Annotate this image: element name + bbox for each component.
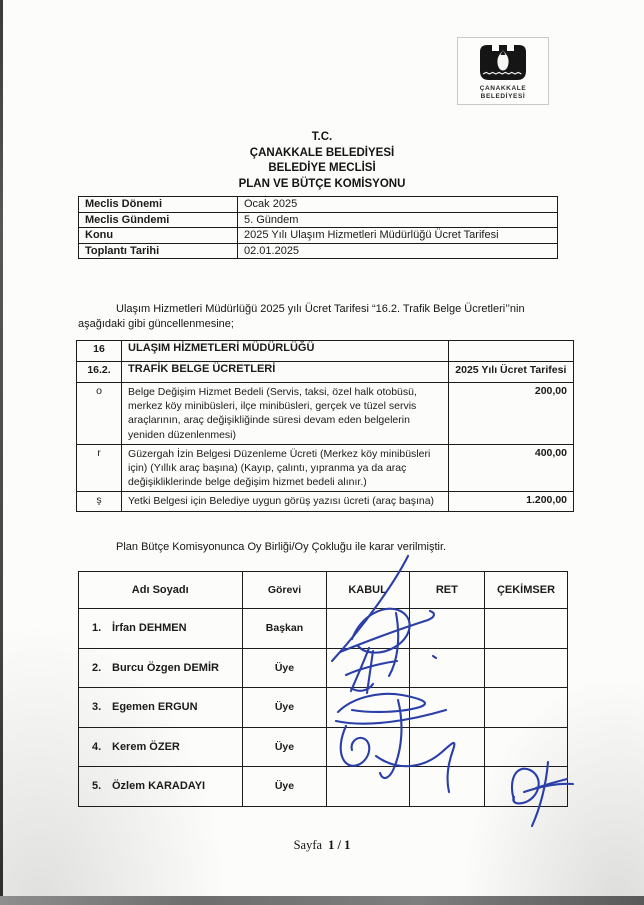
- header-accept: KABUL: [326, 572, 409, 609]
- table-row: [79, 243, 558, 259]
- decision-paragraph: Plan Bütçe Komisyonunca Oy Birliği/Oy Çokluğu ile karar verilmiştir.: [116, 541, 447, 553]
- vote-cell-kabul: [326, 688, 409, 728]
- vote-cell-cekimser: [484, 609, 567, 649]
- scan-artifact-bottom-edge: [0, 896, 644, 905]
- table-row: [79, 197, 558, 213]
- member-number: 4.: [92, 740, 102, 753]
- table-row: [77, 444, 574, 492]
- vote-cell-kabul: [326, 767, 409, 807]
- member-role: Üye: [243, 727, 326, 767]
- item-letter: o: [77, 383, 122, 445]
- header-line-municipality: ÇANAKKALE BELEDİYESİ: [249, 146, 395, 159]
- member-role: Üye: [243, 767, 326, 807]
- member-number: 5.: [92, 780, 102, 793]
- table-row: [79, 212, 558, 228]
- section-title: ULAŞIM HİZMETLERİ MÜDÜRLÜĞÜ: [122, 341, 449, 362]
- vote-cell-ret: [409, 688, 484, 728]
- subsection-title: TRAFİK BELGE ÜCRETLERİ: [122, 362, 449, 383]
- footer-label: Sayfa: [293, 838, 323, 852]
- header-role: Görevi: [243, 572, 326, 609]
- logo-line-2: BELEDİYESİ: [480, 92, 526, 100]
- member-name: 3. Egemen ERGUN: [79, 688, 243, 728]
- header-reject: RET: [409, 572, 484, 609]
- vote-cell-cekimser: [484, 727, 567, 767]
- table-row: [79, 609, 568, 649]
- member-role: Üye: [243, 648, 326, 688]
- meta-label: Meclis Gündemi: [79, 212, 238, 228]
- table-row: [77, 492, 574, 511]
- table-row: [77, 341, 574, 362]
- meta-label: Konu: [79, 228, 238, 244]
- municipality-emblem-icon: [474, 43, 532, 83]
- price-column-header: 2025 Yılı Ücret Tarifesi: [448, 362, 573, 383]
- table-row: [79, 727, 568, 767]
- member-name: 1. İrfan DEHMEN: [79, 609, 243, 649]
- member-name: 4. Kerem ÖZER: [79, 727, 243, 767]
- vote-cell-kabul: [326, 609, 409, 649]
- meta-value: 5. Gündem: [238, 212, 558, 228]
- header-line-tc: T.C.: [311, 131, 333, 143]
- member-number: 1.: [92, 622, 102, 635]
- header-line-council: BELEDİYE MECLİSİ: [268, 162, 376, 174]
- member-name: 5. Özlem KARADAYI: [79, 767, 243, 807]
- meeting-info-table: [78, 196, 558, 259]
- logo-line-1: ÇANAKKALE: [479, 85, 527, 92]
- municipality-logo: [457, 37, 549, 105]
- header-line-commission: PLAN VE BÜTÇE KOMİSYONU: [238, 177, 406, 190]
- item-description: Güzergah İzin Belgesi Düzenleme Ücreti (Merkez köy minibüsleri için) (Yıllık araç başına) (Kayıp, çalıntı, yıpranma ya da araç değişikliklerinde belge değişim hizmet bedeli alınır.): [122, 444, 449, 492]
- member-number: 3.: [92, 701, 102, 714]
- header-name: Adı Soyadı: [79, 572, 243, 609]
- item-price: 400,00: [448, 444, 573, 492]
- member-role: Başkan: [243, 609, 326, 649]
- footer-page-number: 1 / 1: [328, 838, 351, 852]
- header-abstain: ÇEKİMSER: [484, 572, 567, 609]
- vote-cell-cekimser: [484, 688, 567, 728]
- item-price: 200,00: [448, 383, 573, 445]
- vote-cell-ret: [409, 727, 484, 767]
- item-letter: r: [77, 444, 122, 492]
- vote-cell-kabul: [326, 648, 409, 688]
- item-letter: ş: [77, 492, 122, 511]
- item-description: Belge Değişim Hizmet Bedeli (Servis, taksi, özel halk otobüsü, merkez köy minibüsleri, ilçe minibüsleri, gerçek ve tüzel servis araçlarının, araç değişikliğinde süresi devam eden belgelerin yeniden düzenlenmesi): [122, 383, 449, 445]
- table-row: [79, 767, 568, 807]
- table-row: [77, 362, 574, 383]
- meta-value: Ocak 2025: [238, 197, 558, 213]
- member-name: 2. Burcu Özgen DEMİR: [79, 648, 243, 688]
- document-header: [0, 130, 644, 192]
- municipality-logo-text: [480, 85, 527, 100]
- item-description: Yetki Belgesi için Belediye uygun görüş yazısı ücreti (araç başına): [122, 492, 449, 511]
- table-row: [79, 688, 568, 728]
- table-header-row: [79, 572, 568, 609]
- vote-cell-cekimser: [484, 648, 567, 688]
- meta-label: Toplantı Tarihi: [79, 243, 238, 259]
- vote-cell-cekimser: [484, 767, 567, 807]
- vote-cell-kabul: [326, 727, 409, 767]
- member-number: 2.: [92, 661, 102, 674]
- subsection-number: 16.2.: [77, 362, 122, 383]
- section-number: 16: [77, 341, 122, 362]
- table-row: [79, 228, 558, 244]
- signature-table: [78, 571, 568, 807]
- meta-label: Meclis Dönemi: [79, 197, 238, 213]
- table-row: [79, 648, 568, 688]
- intro-paragraph: Ulaşım Hizmetleri Müdürlüğü 2025 yılı Ücret Tarifesi “16.2. Trafik Belge Ücretleri’’nin aşağıdaki gibi güncellenmesine;: [78, 303, 525, 330]
- vote-cell-ret: [409, 609, 484, 649]
- vote-cell-ret: [409, 767, 484, 807]
- vote-cell-ret: [409, 648, 484, 688]
- item-price: 1.200,00: [448, 492, 573, 511]
- table-row: [77, 383, 574, 445]
- member-role: Üye: [243, 688, 326, 728]
- meta-value: 2025 Yılı Ulaşım Hizmetleri Müdürlüğü Ücret Tarifesi: [238, 228, 558, 244]
- tariff-table: [76, 340, 574, 512]
- page-footer: [0, 838, 644, 853]
- meta-value: 02.01.2025: [238, 243, 558, 259]
- empty-cell: [448, 341, 573, 362]
